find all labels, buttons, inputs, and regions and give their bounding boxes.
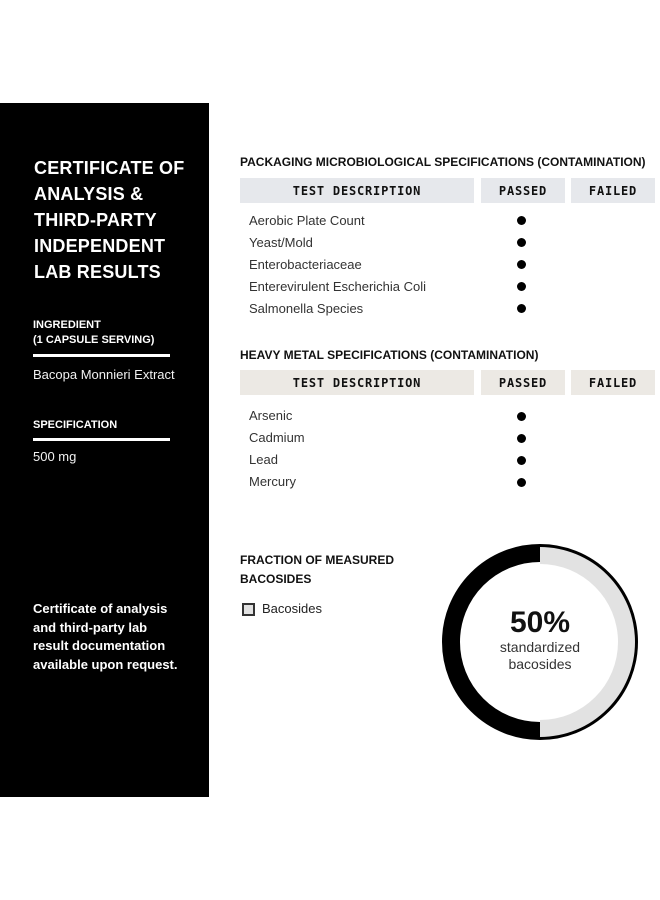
ingredient-value: Bacopa Monnieri Extract xyxy=(33,367,175,382)
micro-row-label: Aerobic Plate Count xyxy=(249,213,365,228)
metals-row-label: Arsenic xyxy=(249,408,293,423)
ingredient-divider xyxy=(33,354,170,357)
metals-header-passed: PASSED xyxy=(481,370,565,395)
specification-label: SPECIFICATION xyxy=(33,419,118,431)
legend-label: Bacosides xyxy=(262,601,322,616)
metals-row-label: Lead xyxy=(249,452,278,467)
micro-row-label: Enterobacteriaceae xyxy=(249,257,362,272)
percent-subtitle-line1: standardized xyxy=(499,639,581,655)
specification-divider xyxy=(33,438,170,441)
passed-dot xyxy=(517,478,526,487)
metals-header-failed: FAILED xyxy=(571,370,655,395)
passed-dot xyxy=(517,260,526,269)
fraction-title-line1: FRACTION OF MEASURED xyxy=(240,553,394,567)
fraction-title-line2: BACOSIDES xyxy=(240,572,312,586)
sidebar-panel xyxy=(0,103,209,797)
micro-header-test-description: TEST DESCRIPTION xyxy=(240,178,474,203)
ingredient-label-line2: (1 CAPSULE SERVING) xyxy=(33,334,155,346)
ingredient-label xyxy=(33,318,154,348)
metals-row-label: Mercury xyxy=(249,474,296,489)
legend-swatch xyxy=(242,603,255,616)
micro-section-title: PACKAGING MICROBIOLOGICAL SPECIFICATIONS (CONTAMINATION) xyxy=(240,155,646,169)
metals-row-label: Cadmium xyxy=(249,430,305,445)
passed-dot xyxy=(517,238,526,247)
micro-row-label: Salmonella Species xyxy=(249,301,364,316)
percent-subtitle-line2: bacosides xyxy=(508,656,572,672)
passed-dot xyxy=(517,434,526,443)
metals-header-test-description: TEST DESCRIPTION xyxy=(240,370,474,395)
passed-dot xyxy=(517,282,526,291)
donut-center-label xyxy=(469,607,611,673)
passed-dot xyxy=(517,304,526,313)
percent-value: 50% xyxy=(509,606,571,639)
micro-row-label: Enterevirulent Escherichia Coli xyxy=(249,279,427,294)
micro-row-label: Yeast/Mold xyxy=(249,235,313,250)
passed-dot xyxy=(517,456,526,465)
specification-value: 500 mg xyxy=(33,449,77,464)
micro-header-failed: FAILED xyxy=(571,178,655,203)
documentation-note: Certificate of analysis and third-party lab result documentation available upon request. xyxy=(33,601,178,672)
certificate-title: CERTIFICATE OF ANALYSIS & THIRD-PARTY INDEPENDENT LAB RESULTS xyxy=(34,158,185,282)
micro-header-passed: PASSED xyxy=(481,178,565,203)
ingredient-label-line1: INGREDIENT xyxy=(33,319,101,331)
passed-dot xyxy=(517,412,526,421)
metals-section-title: HEAVY METAL SPECIFICATIONS (CONTAMINATION) xyxy=(240,348,539,362)
passed-dot xyxy=(517,216,526,225)
fraction-section-title xyxy=(240,551,394,589)
